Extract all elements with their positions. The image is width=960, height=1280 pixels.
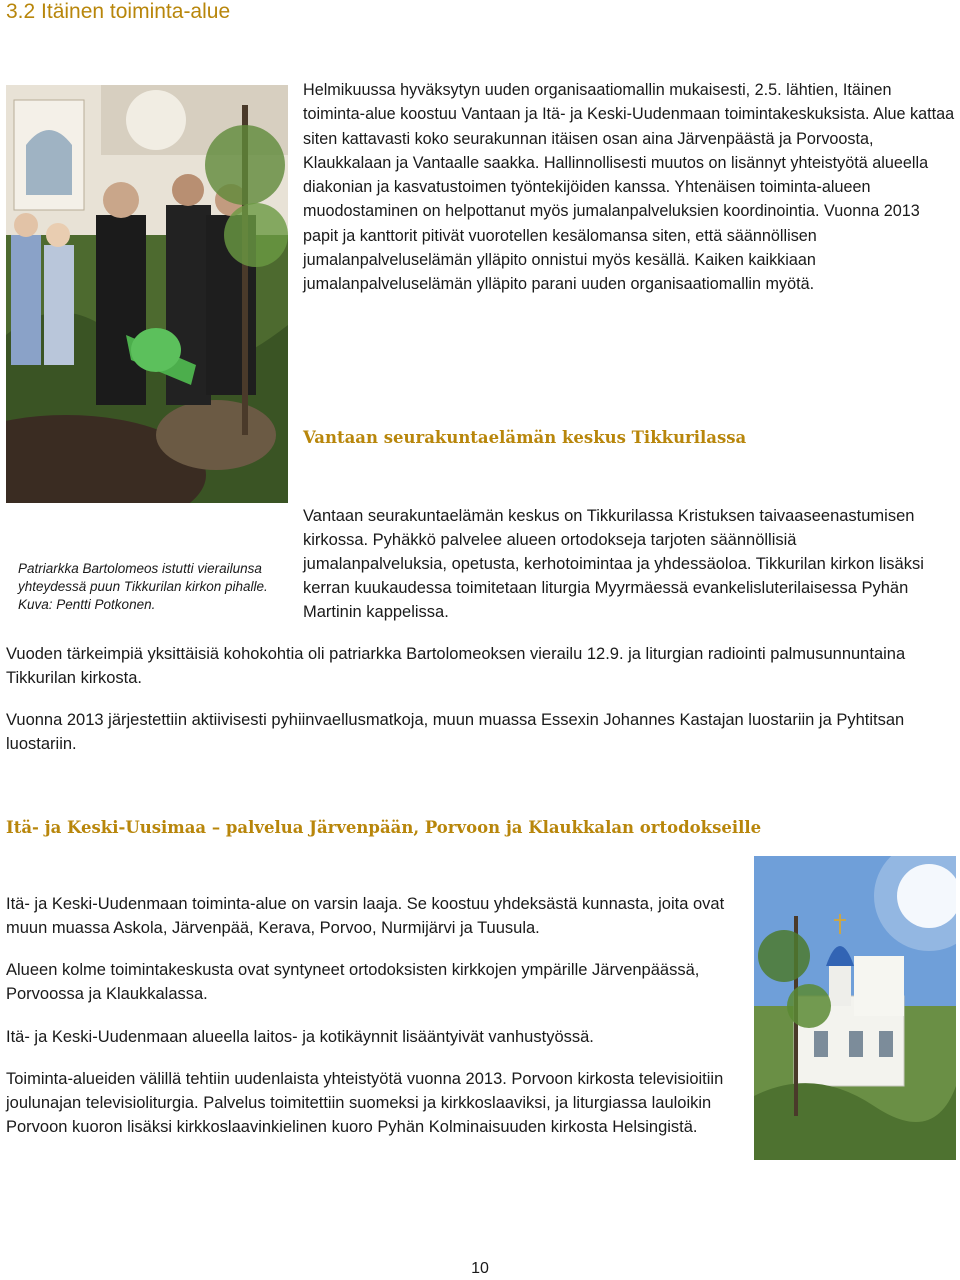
pilgrimage-paragraph: Vuonna 2013 järjestettiin aktiivisesti pyhiinvaellusmatkoja, muun muassa Essexin Johannes Kastajan luostariin ja Pyhtitsan luostariin.: [6, 711, 905, 753]
uusimaa-paragraph-4: Toiminta-alueiden välillä tehtiin uudenlaista yhteistyötä vuonna 2013. Porvoon kirkosta televisioitiin joulunajan televisioliturgia. Palvelus toimitettiin suomeksi ja kirkkoslaaviksi, ja liturgiassa lauloikin Porvoon kuoron lisäksi kirkkoslaavinkielinen kuoro Pyhän Kolminaisuuden kirkosta Helsingistä.: [6, 1070, 724, 1136]
uusimaa-paragraph-3: Itä- ja Keski-Uudenmaan alueella laitos- ja kotikäynnit lisääntyivät vanhustyössä.: [6, 1028, 594, 1046]
subheading-uusimaa: Itä- ja Keski-Uusimaa – palvelua Järvenpään, Porvoon ja Klaukkalan ortodokseille: [6, 818, 762, 837]
page-number: 10: [471, 1260, 489, 1277]
highlights-paragraph: Vuoden tärkeimpiä yksittäisiä kohokohtia oli patriarkka Bartolomeoksen vierailu 12.9. ja liturgian radiointi palmusunnuntaina Tikkurilan kirkosta.: [6, 645, 906, 687]
photo-church: [754, 856, 956, 1160]
photo-caption: Patriarkka Bartolomeos istutti vierailunsa yhteydessä puun Tikkurilan kirkon pihalle. Kuva: Pentti Potkonen.: [18, 561, 268, 612]
vantaa-paragraph: Vantaan seurakuntaelämän keskus on Tikkurilassa Kristuksen taivaaseenastumisen kirkossa. Pyhäkkö palvelee alueen ortodokseja tarjoten säännöllisiä jumalanpalveluksia, opetusta, kerhotoimintaa ja yhdessäoloa. Tikkurilan kirkon lisäksi kerran kuukaudessa toimitetaan liturgia Myyrmäessä evankelisluterilaisessa Pyhän Martinin kappelissa.: [303, 507, 924, 621]
photo-tree-planting: [6, 85, 288, 503]
uusimaa-paragraph-2: Alueen kolme toimintakeskusta ovat syntyneet ortodoksisten kirkkojen ympärille Järvenpäässä, Porvoossa ja Klaukkalassa.: [6, 961, 700, 1003]
intro-paragraph: Helmikuussa hyväksytyn uuden organisaatiomallin mukaisesti, 2.5. lähtien, Itäinen toiminta-alue koostuu Vantaan ja Itä- ja Keski-Uudenmaan toimintakeskuksista. Alue kattaa siten kattavasti koko seurakunnan itäisen osan aina Järvenpäästä ja Porvoosta, Klaukkalaan ja Vantaalle saakka. Hallinnollisesti muutos on lisännyt yhteistyötä alueella diakonian ja kasvatustoimen työntekijöiden kanssa. Yhtenäisen toiminta-alueen muodostaminen on helpottanut myös jumalanpalveluksien koordinointia. Vuonna 2013 papit ja kanttorit pitivät vuorotellen kesälomansa siten, että säännöllisen jumalanpalveluselämän ylläpito onnistui myös kesällä. Kaiken kaikkiaan jumalanpalveluselämän ylläpito parani uuden organisaatiomallin myötä.: [303, 81, 955, 294]
uusimaa-paragraph-1: Itä- ja Keski-Uudenmaan toiminta-alue on varsin laaja. Se koostuu yhdeksästä kunnasta, joita ovat muun muassa Askola, Järvenpää, Kerava, Porvoo, Nurmijärvi ja Tuusula.: [6, 895, 725, 937]
subheading-vantaa: Vantaan seurakuntaelämän keskus Tikkurilassa: [303, 428, 747, 447]
section-title: 3.2 Itäinen toiminta-alue: [6, 0, 231, 23]
